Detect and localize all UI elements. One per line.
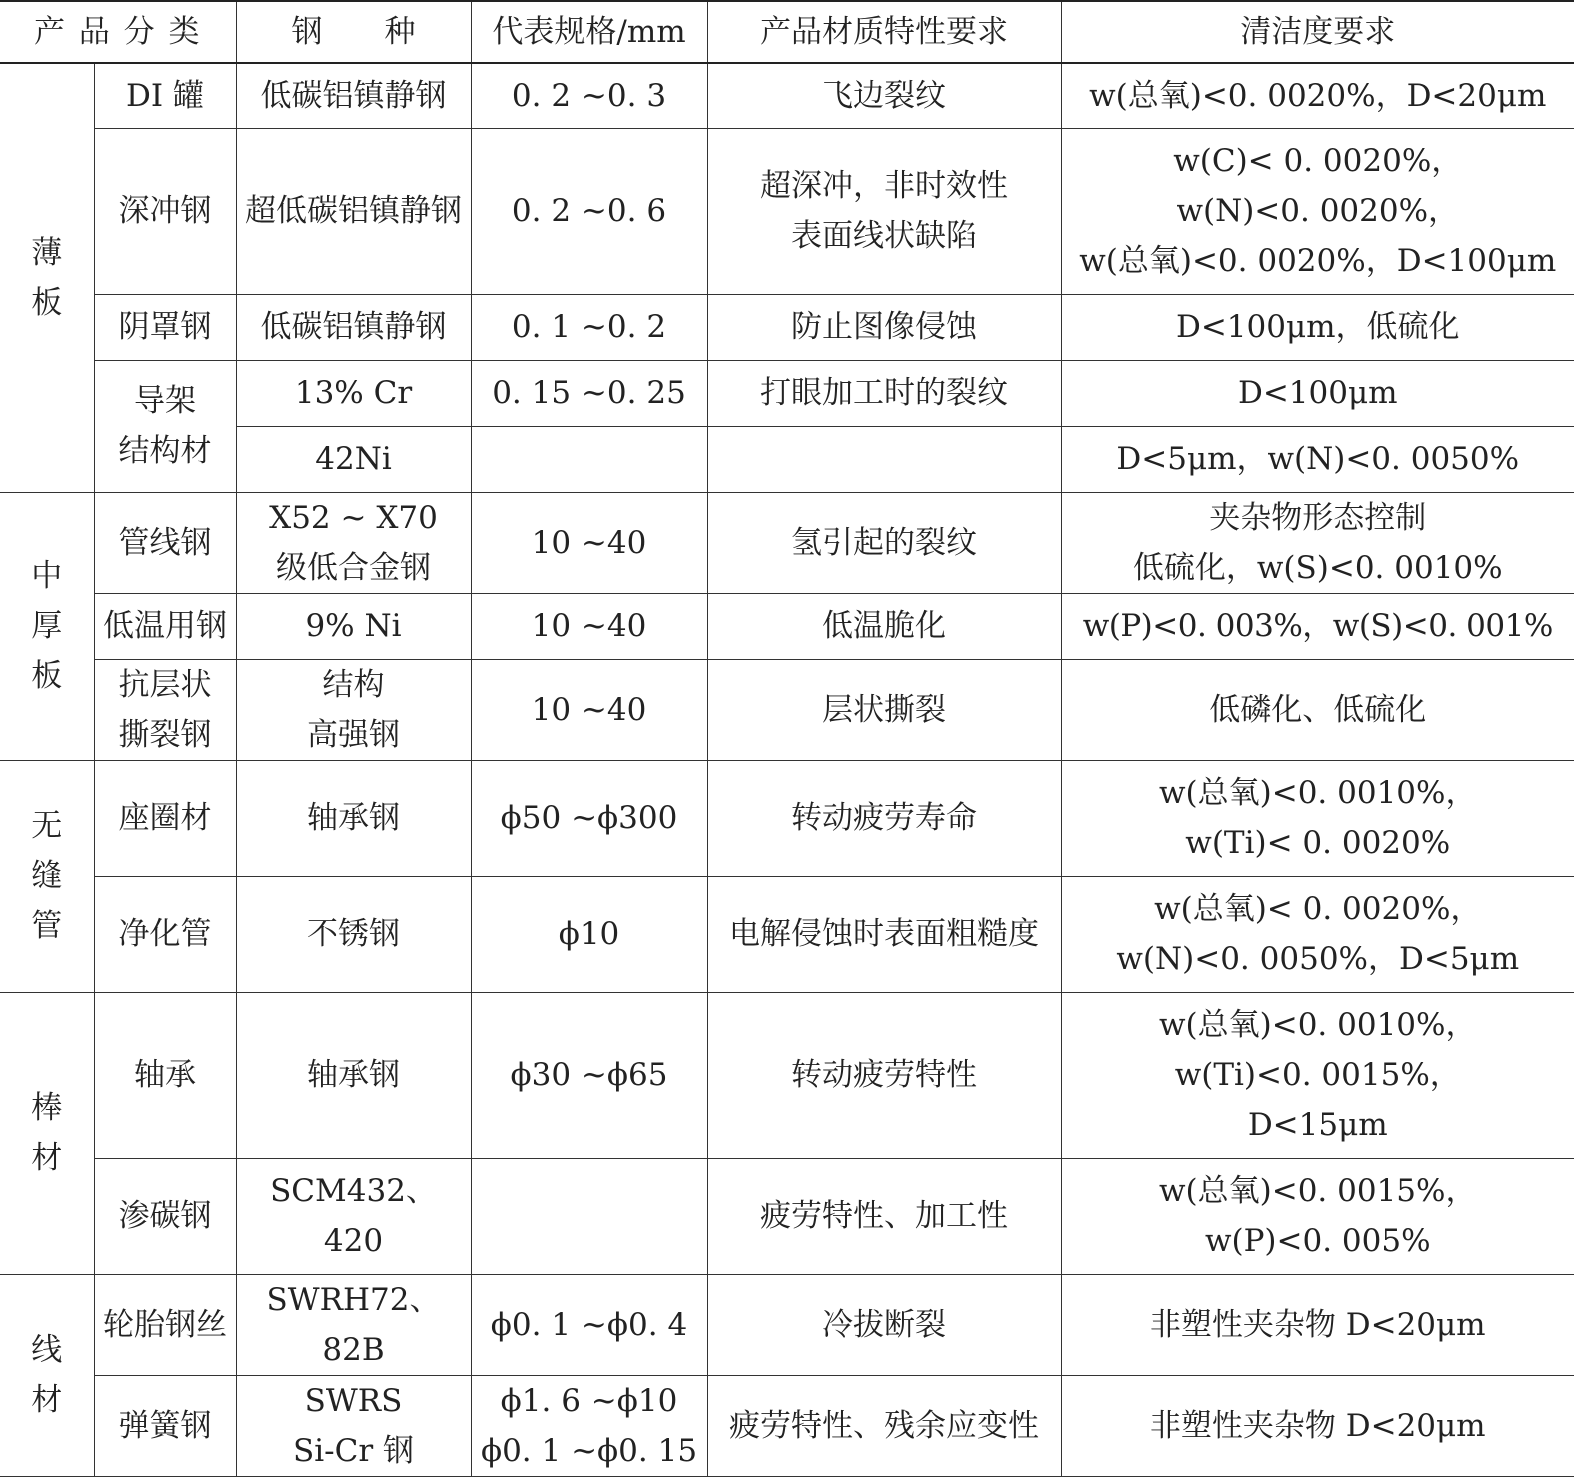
- header-category: 产 品 分 类: [0, 1, 236, 63]
- property-cell: 电解侵蚀时表面粗糙度: [707, 876, 1061, 992]
- cleanliness-cell: w(总氧)<0. 0010%， w(Ti)< 0. 0020%: [1061, 760, 1574, 876]
- steel-cell: 13% Cr: [236, 360, 471, 426]
- steel-cell: 42Ni: [236, 426, 471, 492]
- group-wire-rod: 线 材: [0, 1274, 94, 1476]
- property-cell: 防止图像侵蚀: [707, 294, 1061, 360]
- product-cell: 净化管: [94, 876, 236, 992]
- table-row: [0, 426, 1574, 492]
- header-spec: 代表规格/mm: [471, 1, 707, 63]
- property-cell: 飞边裂纹: [707, 63, 1061, 128]
- group-thin-plate: 薄 板: [0, 63, 94, 492]
- cleanliness-cell: D<100μm: [1061, 360, 1574, 426]
- cleanliness-cell: 非塑性夹杂物 D<20μm: [1061, 1274, 1574, 1375]
- group-seamless-tube: 无 缝 管: [0, 760, 94, 992]
- header-steel: 钢 种: [236, 1, 471, 63]
- property-cell: 疲劳特性、加工性: [707, 1158, 1061, 1274]
- steel-cell: 轴承钢: [236, 992, 471, 1158]
- product-cell: 弹簧钢: [94, 1375, 236, 1476]
- steel-cell: 低碳铝镇静钢: [236, 294, 471, 360]
- table-row: [0, 593, 1574, 659]
- table-row: [0, 294, 1574, 360]
- table-row: [0, 992, 1574, 1158]
- steel-cell: 结构 高强钢: [236, 659, 471, 760]
- cleanliness-cell: 夹杂物形态控制 低硫化，w(S)<0. 0010%: [1061, 492, 1574, 593]
- cleanliness-cell: w(总氧)<0. 0010%， w(Ti)<0. 0015%， D<15μm: [1061, 992, 1574, 1158]
- cleanliness-cell: w(总氧)<0. 0015%， w(P)<0. 005%: [1061, 1158, 1574, 1274]
- property-cell: 层状撕裂: [707, 659, 1061, 760]
- property-cell: 转动疲劳特性: [707, 992, 1061, 1158]
- spec-cell: 0. 1 ~0. 2: [471, 294, 707, 360]
- header-cleanliness: 清洁度要求: [1061, 1, 1574, 63]
- steel-cell: SCM432、420: [236, 1158, 471, 1274]
- spec-cell: ϕ0. 1 ~ϕ0. 4: [471, 1274, 707, 1375]
- product-cell: 轴承: [94, 992, 236, 1158]
- cleanliness-cell: 非塑性夹杂物 D<20μm: [1061, 1375, 1574, 1476]
- steel-cell: 9% Ni: [236, 593, 471, 659]
- steel-cell: 超低碳铝镇静钢: [236, 128, 471, 294]
- property-cell: 疲劳特性、残余应变性: [707, 1375, 1061, 1476]
- group-medium-plate: 中 厚 板: [0, 492, 94, 760]
- spec-cell: 10 ~40: [471, 659, 707, 760]
- cleanliness-cell: D<100μm，低硫化: [1061, 294, 1574, 360]
- group-bar: 棒 材: [0, 992, 94, 1274]
- cleanliness-cell: w(P)<0. 003%，w(S)<0. 001%: [1061, 593, 1574, 659]
- spec-cell: [471, 426, 707, 492]
- table-row: [0, 128, 1574, 294]
- product-cell: DI 罐: [94, 63, 236, 128]
- spec-cell: 10 ~40: [471, 492, 707, 593]
- steel-cell: 不锈钢: [236, 876, 471, 992]
- property-cell: 超深冲，非时效性 表面线状缺陷: [707, 128, 1061, 294]
- cleanliness-cell: w(总氧)<0. 0020%，D<20μm: [1061, 63, 1574, 128]
- spec-cell: 0. 15 ~0. 25: [471, 360, 707, 426]
- cleanliness-cell: D<5μm，w(N)<0. 0050%: [1061, 426, 1574, 492]
- cleanliness-cell: 低磷化、低硫化: [1061, 659, 1574, 760]
- product-cell: 导架 结构材: [94, 360, 236, 492]
- spec-cell: 10 ~40: [471, 593, 707, 659]
- property-cell: 转动疲劳寿命: [707, 760, 1061, 876]
- property-cell: 打眼加工时的裂纹: [707, 360, 1061, 426]
- product-cell: 渗碳钢: [94, 1158, 236, 1274]
- product-cell: 抗层状 撕裂钢: [94, 659, 236, 760]
- product-cell: 阴罩钢: [94, 294, 236, 360]
- product-cell: 座圈材: [94, 760, 236, 876]
- header-row: [0, 1, 1574, 63]
- product-cell: 低温用钢: [94, 593, 236, 659]
- table-row: [0, 876, 1574, 992]
- steel-cell: SWRH72、82B: [236, 1274, 471, 1375]
- product-cell: 轮胎钢丝: [94, 1274, 236, 1375]
- product-cell: 管线钢: [94, 492, 236, 593]
- property-cell: 冷拔断裂: [707, 1274, 1061, 1375]
- cleanliness-cell: w(C)< 0. 0020%， w(N)<0. 0020%， w(总氧)<0. 0020%，D<100μm: [1061, 128, 1574, 294]
- steel-cell: 低碳铝镇静钢: [236, 63, 471, 128]
- spec-cell: ϕ10: [471, 876, 707, 992]
- spec-cell: ϕ50 ~ϕ300: [471, 760, 707, 876]
- spec-cell: 0. 2 ~0. 6: [471, 128, 707, 294]
- cleanliness-cell: w(总氧)< 0. 0020%， w(N)<0. 0050%，D<5μm: [1061, 876, 1574, 992]
- product-cell: 深冲钢: [94, 128, 236, 294]
- steel-cell: 轴承钢: [236, 760, 471, 876]
- spec-cell: ϕ30 ~ϕ65: [471, 992, 707, 1158]
- property-cell: 氢引起的裂纹: [707, 492, 1061, 593]
- table-row: [0, 63, 1574, 128]
- table-row: [0, 659, 1574, 760]
- table-row: [0, 760, 1574, 876]
- steel-cell: X52 ~ X70 级低合金钢: [236, 492, 471, 593]
- table-row: [0, 1158, 1574, 1274]
- spec-cell: 0. 2 ~0. 3: [471, 63, 707, 128]
- header-property: 产品材质特性要求: [707, 1, 1061, 63]
- property-cell: [707, 426, 1061, 492]
- spec-cell: ϕ1. 6 ~ϕ10 ϕ0. 1 ~ϕ0. 15: [471, 1375, 707, 1476]
- table-row: [0, 492, 1574, 593]
- property-cell: 低温脆化: [707, 593, 1061, 659]
- spec-cell: [471, 1158, 707, 1274]
- table-row: [0, 1274, 1574, 1375]
- table-row: [0, 360, 1574, 426]
- table-row: [0, 1375, 1574, 1476]
- steel-cell: SWRS Si-Cr 钢: [236, 1375, 471, 1476]
